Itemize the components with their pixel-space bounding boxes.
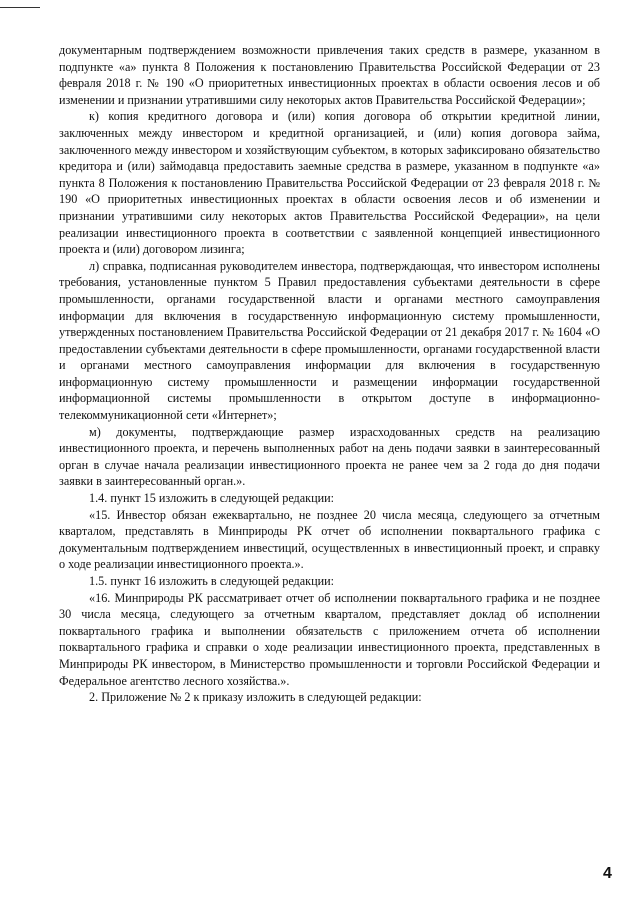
paragraph-point-15: «15. Инвестор обязан ежеквартально, не позднее 20 числа месяца, следующего за отчетным кварталом, представлять в Минприроды РК отчет об исполнении поквартального графика с документальным подтверждением инвестиций, осуществленных в инвестиционный проект, и справку о ходе реализации инвестиционного проекта.». <box>59 507 600 572</box>
page-number: 4 <box>603 865 612 882</box>
scan-corner-line <box>0 7 40 8</box>
paragraph-clause-2: 2. Приложение № 2 к приказу изложить в следующей редакции: <box>89 690 422 705</box>
document-body <box>59 42 600 706</box>
paragraph-clause-1-5: 1.5. пункт 16 изложить в следующей редакции: <box>89 574 335 588</box>
paragraph-item-l: л) справка, подписанная руководителем инвестора, подтверждающая, что инвестором исполнены требования, установленные пунктом 5 Правил предоставления субъектами деятельности в сфере промышленности, органами государственной власти и органами местного самоуправления информации для включения в государственную информационную систему промышленности, утвержденных постановлением Правительства Российской Федерации от 21 декабря 2017 г. № 1604 «О предоставлении субъектами деятельности в сфере промышленности, органами государственной власти и органами местного самоуправления информации для включения в государственную информационную систему промышленности и размещении информации государственной информационной системы промышленности в открытом доступе в информационно-телекоммуникационной сети «Интернет»; <box>59 258 600 423</box>
paragraph-point-16: «16. Минприроды РК рассматривает отчет об исполнении поквартального графика и не позднее 30 числа месяца, следующего за отчетным кварталом, представляет доклад об исполнении поквартального графика и выполнении обязательств с приложением отчета об исполнении поквартального графика и справки о ходе реализации инвестиционного проекта, представленных в Минприроды РК инвестором, в Министерство промышленности и торговли Российской Федерации и Федеральное агентство лесного хозяйства.». <box>59 590 600 688</box>
paragraph-clause-1-4: 1.4. пункт 15 изложить в следующей редакции: <box>89 491 335 506</box>
paragraph-continuation: документарным подтверждением возможности привлечения таких средств в размере, указанном в подпункте «а» пункта 8 Положения к постановлению Правительства Российской Федерации от 23 февраля 2018 г. № 190 «О приоритетных инвестиционных проектах в области освоения лесов и об изменении и признании утратившими силу некоторых актов Правительства Российской Федерации»; <box>59 43 600 107</box>
paragraph-item-m: м) документы, подтверждающие размер израсходованных средств на реализацию инвестиционного проекта, и перечень выполненных работ на день подачи заявки в заинтересованный орган в случае начала реализации инвестиционного проекта не ранее чем за 2 года до дня подачи заявки в заинтересованный орган.». <box>59 424 600 489</box>
paragraph-item-k: к) копия кредитного договора и (или) копия договора об открытии кредитной линии, заключенных между инвестором и кредитной организацией, и (или) копия договора займа, заключенного между инвестором и хозяйствующим субъектом, в которых зафиксировано обязательство кредитора и (или) займодавца предоставить заемные средства в размере, указанном в подпункте «а» пункта 8 Положения к постановлению Правительства Российской Федерации от 23 февраля 2018 г. № 190 «О приоритетных инвестиционных проектах в области освоения лесов и об изменении и признании утратившими силу некоторых актов Правительства Российской Федерации», на цели реализации инвестиционного проекта в соответствии с заявленной концепцией инвестиционного проекта и (или) договором лизинга; <box>59 109 600 257</box>
